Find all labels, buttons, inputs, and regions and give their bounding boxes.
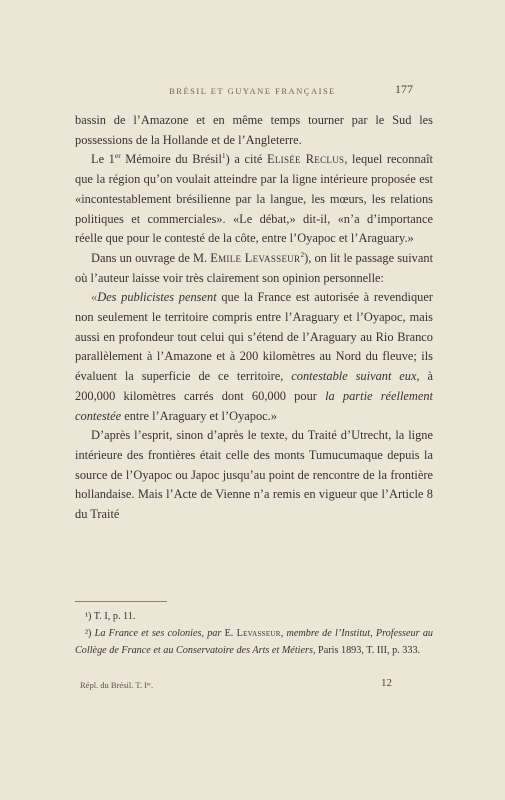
paragraph-1 (75, 111, 433, 150)
footnote-2-text-b: Paris 1893, T. III, p. 333. (315, 644, 421, 656)
footnote-1 (75, 609, 433, 626)
footnote-2 (75, 626, 433, 660)
footnote-divider (75, 601, 167, 602)
footnote-2-italic-2: , membre de l’Institut, Professeur au Collège de France et au Conservatoire des Arts et Métiers, (75, 627, 434, 656)
signature-mark: Répl. du Brésil. T. Iᵉʳ. (80, 680, 154, 690)
paragraph-2-text-d: , lequel reconnaît que la région qu’on voulait atteindre par la ligne intérieure proposée est «incontestablement brésilienne par la langue, les mœurs, les relations politiques et commerciales». «Le débat,» dit-il, «n’a d’importance réelle que pour le contesté de la côte, entre l’Oyapoc et l’Araguary.» (75, 152, 433, 246)
paragraph-5-text: D’après l’esprit, sinon d’après le texte, du Traité d’Utrecht, la ligne intérieure des frontières était celle des monts Tumucumaque depuis la source de l’Oyapoc ou Japoc jusqu’au point de rencontre de la frontière hollandaise. Mais l’Acte de Vienne n’a remis en vigueur que l’Article 8 du Traité (75, 428, 433, 522)
footnote-2-author: Levasseur (236, 627, 281, 639)
quote-italic-1: Des publicistes pensent (97, 290, 217, 305)
footnote-ref-1: 1 (221, 151, 226, 161)
quote-italic-3: la partie réellement contestée (75, 388, 433, 423)
signature-line (75, 677, 433, 694)
author-name-reclus: Elisée Reclus (266, 152, 345, 167)
body-text (75, 111, 433, 525)
quote-text-c: entre l’Araguary et l’Oyapoc.» (121, 408, 277, 423)
author-name-levasseur: Emile Levasseur (210, 250, 301, 265)
footnote-2-italic-1: La France et ses colonies, par (94, 627, 222, 639)
footnote-1-text: ¹) T. I, p. 11. (85, 611, 136, 622)
quote-italic-2: contestable suivant eux, (291, 369, 420, 384)
paragraph-1-text: bassin de l’Amazone et en même temps tourner par le Sud les possessions de la Hollande et de l’Angleterre. (75, 113, 433, 147)
paragraph-3 (75, 249, 433, 288)
running-title: BRÉSIL ET GUYANE FRANÇAISE (169, 86, 336, 96)
paragraph-2-text-a: Le 1 (91, 152, 115, 167)
paragraph-2 (75, 150, 433, 249)
paragraph-2-text-c: ) a cité (225, 152, 267, 167)
quotation-paragraph (75, 288, 433, 426)
gathering-number: 12 (381, 677, 392, 689)
paragraph-2-text-b: Mémoire du Brésil (120, 152, 222, 167)
paragraph-5 (75, 426, 433, 525)
footnote-ref-2: 2 (300, 249, 305, 259)
footnote-2-marker: ²) (85, 627, 95, 639)
footnotes (75, 609, 433, 659)
paragraph-3-text-b: ), on lit le passage suivant où l’auteur laisse voir très clairement son opinion personnelle: (75, 250, 434, 285)
superscript-er: er (114, 151, 121, 161)
opening-guillemet: « (91, 290, 98, 305)
page-number: 177 (395, 82, 413, 96)
footnote-2-text-a: E. (221, 627, 237, 639)
paragraph-3-text-a: Dans un ouvrage de M. (91, 250, 211, 265)
quote-text-a: que la France est autorisée à revendiquer non seulement le territoire compris entre l’Araguary et l’Oyapoc, mais aussi en profondeur tout celui qui s’étend de l’Araguary au Rio Branco parallèlement à l’Amazone et à 200 kilomètres au Nord du fleuve; ils évaluent la superficie de ce territoire, (75, 290, 433, 384)
quote-text-b: à 200,000 kilomètres carrés dont 60,000 pour (75, 369, 433, 403)
